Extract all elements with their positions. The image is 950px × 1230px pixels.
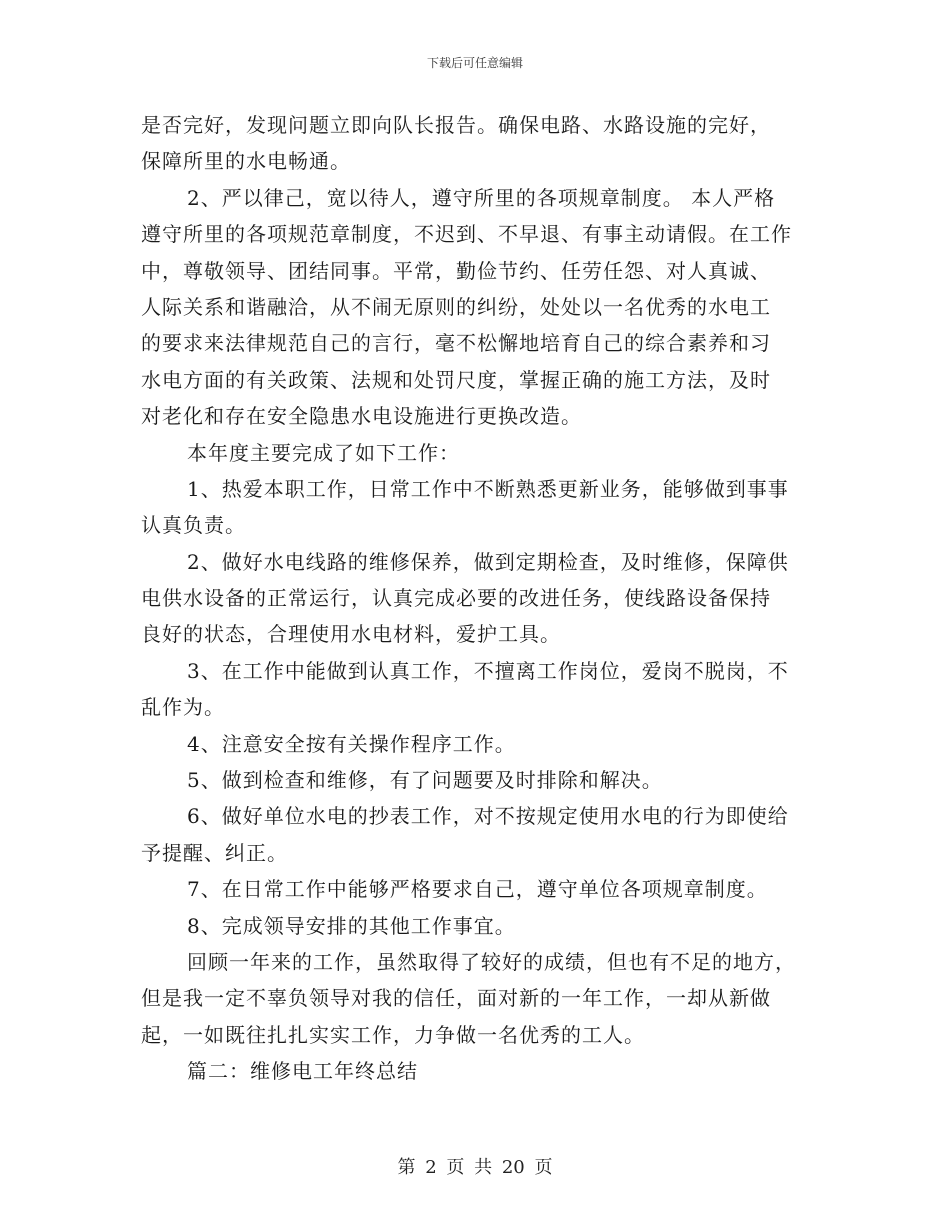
text-line: 认真负责。 xyxy=(141,513,246,538)
text-line: 对老化和存在安全隐患水电设施进行更换改造。 xyxy=(141,404,582,429)
text-line: 遵守所里的各项规范章制度，不迟到、不早退、有事主动请假。在工作 xyxy=(141,222,792,247)
text-line: 2、严以律己，宽以待人，遵守所里的各项规章制度。 本人严格 xyxy=(187,185,776,210)
text-line: 予提醒、纠正。 xyxy=(141,840,288,865)
text-line: 保障所里的水电畅通。 xyxy=(141,149,351,174)
text-line: 5、做到检查和维修，有了问题要及时排除和解决。 xyxy=(187,768,663,793)
text-line: 中，尊敬领导、团结同事。平常，勤俭节约、任劳任怨、对人真诚、 xyxy=(141,258,771,283)
text-line: 水电方面的有关政策、法规和处罚尺度，掌握正确的施工方法，及时 xyxy=(141,367,771,392)
text-line: 乱作为。 xyxy=(141,695,225,720)
text-line: 6、做好单位水电的抄表工作，对不按规定使用水电的行为即使给 xyxy=(187,804,789,829)
text-line: 8、完成领导安排的其他工作事宜。 xyxy=(187,913,516,938)
page-footer: 第 2 页 共 20 页 xyxy=(397,1157,553,1178)
text-line: 本年度主要完成了如下工作： xyxy=(187,440,460,465)
text-line: 良好的状态，合理使用水电材料，爱护工具。 xyxy=(141,622,561,647)
text-line: 的要求来法律规范自己的言行，毫不松懈地培育自己的综合素养和习 xyxy=(141,331,771,356)
text-line: 但是我一定不辜负领导对我的信任，面对新的一年工作，一却从新做 xyxy=(141,986,771,1011)
text-line: 3、在工作中能做到认真工作，不擅离工作岗位，爱岗不脱岗，不 xyxy=(187,658,789,683)
text-line: 2、做好水电线路的维修保养，做到定期检查，及时维修，保障供 xyxy=(187,549,789,574)
document-body xyxy=(141,107,811,1090)
text-line: 回顾一年来的工作，虽然取得了较好的成绩，但也有不足的地方， xyxy=(187,949,796,974)
text-line: 起，一如既往扎扎实实工作，力争做一名优秀的工人。 xyxy=(141,1022,645,1047)
text-line: 1、热爱本职工作，日常工作中不断熟悉更新业务，能够做到事事 xyxy=(187,476,789,501)
text-line: 4、注意安全按有关操作程序工作。 xyxy=(187,731,516,756)
text-line: 篇二：维修电工年终总结 xyxy=(187,1059,418,1084)
text-line: 电供水设备的正常运行，认真完成必要的改进任务，使线路设备保持 xyxy=(141,586,771,611)
text-line: 7、在日常工作中能够严格要求自己，遵守单位各项规章制度。 xyxy=(187,877,768,902)
text-line: 人际关系和谐融洽，从不闹无原则的纠纷，处处以一名优秀的水电工 xyxy=(141,294,771,319)
page-header: 下载后可任意编辑 xyxy=(426,56,523,70)
text-line: 是否完好，发现问题立即向队长报告。确保电路、水路设施的完好， xyxy=(141,113,771,137)
